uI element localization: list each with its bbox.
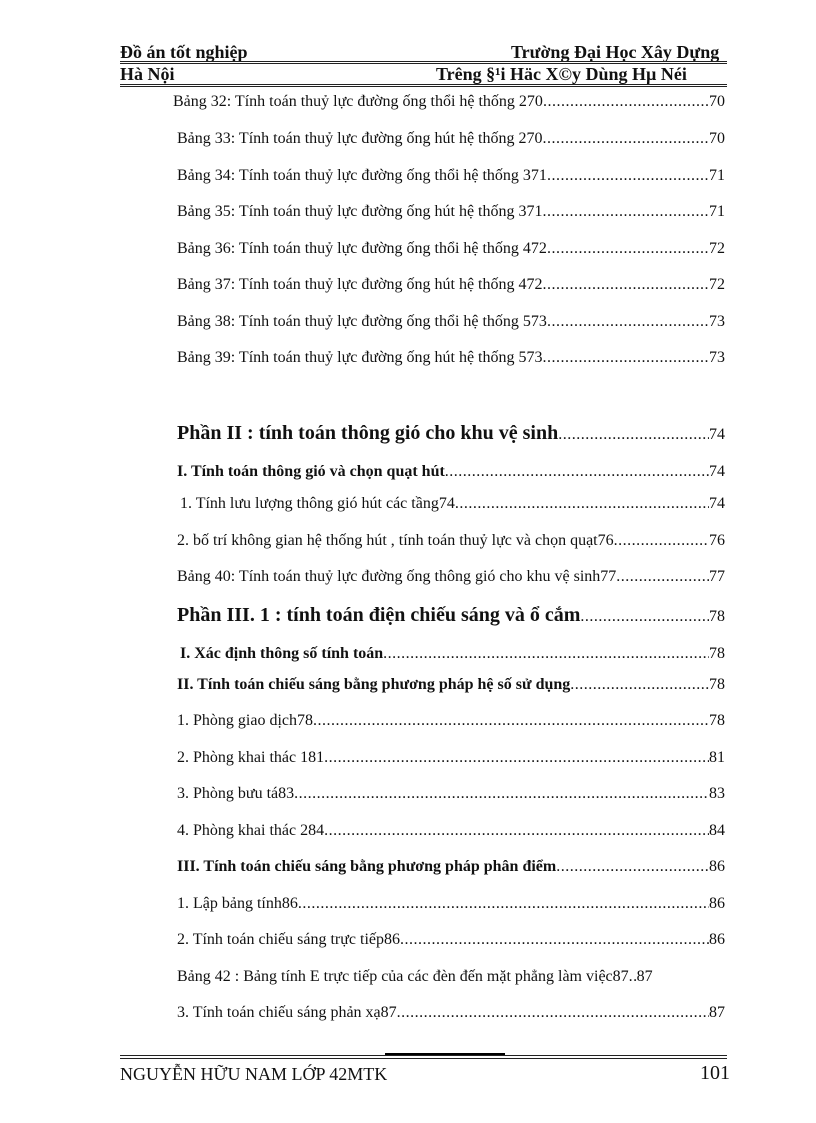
toc-entry-title: 1. Phòng giao dịch78 [177,712,313,729]
toc-entry-page: 86 [709,858,725,875]
toc-entry[interactable] [173,93,725,111]
toc-entry-page: 86 [709,931,725,948]
toc-entry-page: 70 [709,130,725,147]
toc-entry-page: 74 [709,463,725,480]
toc-leader-dots [313,712,709,730]
toc-leader-dots [614,532,709,550]
toc-entry-page: 78 [709,645,725,662]
toc-entry-title: 3. Phòng bưu tá83 [177,785,295,802]
toc-leader-dots [580,608,709,626]
toc-leader-dots [542,349,709,367]
toc-entry-page: 76 [709,532,725,549]
toc-leader-dots [542,203,709,221]
toc-entry-title: Bảng 38: Tính toán thuỷ lực đường ống thổi hệ thống 573 [177,313,547,330]
toc-leader-dots [570,676,709,694]
toc-entry-title: Bảng 34: Tính toán thuỷ lực đường ống thổi hệ thống 371 [177,167,547,184]
toc-entry-page: 83 [709,785,725,802]
toc-entry-page: 78 [709,712,725,729]
toc-entry-title: 4. Phòng khai thác 284 [177,822,325,839]
toc-section-heading[interactable] [177,463,725,481]
toc-part-heading[interactable] [177,422,725,445]
toc-entry[interactable] [177,968,725,986]
toc-entry-title: Bảng 36: Tính toán thuỷ lực đường ống thổi hệ thống 472 [177,240,547,257]
toc-entry[interactable] [180,495,725,513]
toc-leader-dots [324,749,709,767]
toc-leader-dots [558,426,709,444]
toc-leader-dots [455,495,709,513]
toc-leader-dots [547,240,709,258]
toc-entry[interactable] [177,895,725,913]
toc-entry-title: Bảng 37: Tính toán thuỷ lực đường ống hút hệ thống 472 [177,276,543,293]
toc-entry-title: Bảng 35: Tính toán thuỷ lực đường ống hút hệ thống 371 [177,203,543,220]
footer-author: NGUYỄN HỮU NAM LỚP 42MTK [120,1064,388,1084]
toc-entry-title: Phần II : tính toán thông gió cho khu vệ sinh [177,422,559,444]
toc-entry-title: I. Tính toán thông gió và chọn quạt hút [177,463,445,480]
toc-entry[interactable] [177,203,725,221]
toc-entry-page: 87 [636,968,653,985]
toc-entry-page: 77 [709,568,725,585]
toc-entry[interactable] [177,822,725,840]
toc-entry-page: 86 [709,895,725,912]
toc-entry-page: 72 [709,240,725,257]
toc-part-heading[interactable] [177,604,725,627]
header-rule-lower [120,84,727,87]
toc-entry[interactable] [177,349,725,367]
toc-leader-dots [383,645,709,663]
toc-entry-page: 73 [709,349,725,366]
header-project-type: Đồ án tốt nghiệp [120,42,248,62]
toc-entry[interactable] [177,1004,725,1022]
toc-entry[interactable] [177,130,725,148]
toc-entry[interactable] [177,532,725,550]
toc-entry[interactable] [177,276,725,294]
toc-entry-title: 1. Tính lưu lượng thông gió hút các tầng74 [180,495,455,512]
header-university: Trường Đại Học Xây Dựng [511,42,720,62]
toc-entry[interactable] [177,240,725,258]
toc-entry-page: 84 [709,822,725,839]
toc-entry-page: 71 [709,167,725,184]
toc-entry-page: 78 [709,608,725,625]
toc-entry-title: Bảng 40: Tính toán thuỷ lực đường ống thông gió cho khu vệ sinh77 [177,568,617,585]
toc-entry-title: Bảng 33: Tính toán thuỷ lực đường ống hút hệ thống 270 [177,130,543,147]
toc-leader-dots [445,463,709,481]
toc-entry-title: Bảng 39: Tính toán thuỷ lực đường ống hút hệ thống 573 [177,349,543,366]
toc-entry-title: Bảng 42 : Bảng tính E trực tiếp của các đèn đến mặt phẳng làm việc87 [177,968,629,985]
toc-section-heading[interactable] [177,676,725,694]
toc-entry-title: 1. Lập bảng tính86 [177,895,298,912]
toc-entry-title: 2. Tính toán chiếu sáng trực tiếp86 [177,931,400,948]
toc-entry-page: 78 [709,676,725,693]
toc-entry-title: I. Xác định thông số tính toán [180,645,384,662]
toc-leader-dots [556,858,709,876]
toc-entry[interactable] [177,568,725,586]
toc-entry-page: 70 [709,93,725,110]
toc-entry[interactable] [177,785,725,803]
page-number: 101 [700,1062,730,1084]
toc-section-heading[interactable] [180,645,725,663]
toc-entry-page: 74 [709,495,725,512]
toc-leader-dots [542,130,709,148]
toc-leader-dots [543,93,709,111]
toc-entry-page: 87 [709,1004,725,1021]
toc-leader-dots [400,931,709,949]
toc-entry[interactable] [177,313,725,331]
toc-entry-title: Phần III. 1 : tính toán điện chiếu sáng và ổ cắm [177,604,581,626]
toc-entry-title: II. Tính toán chiếu sáng bằng phương pháp hệ số sử dụng [177,676,571,693]
toc-leader-dots [547,167,709,185]
toc-leader-dots [629,968,637,986]
toc-entry[interactable] [177,931,725,949]
toc-entry-page: 81 [709,749,725,766]
toc-entry[interactable] [177,712,725,730]
toc-entry-page: 74 [709,426,725,443]
toc-entry-title: 2. bố trí không gian hệ thống hút , tính toán thuỷ lực và chọn quạt76 [177,532,614,549]
toc-section-heading[interactable] [177,858,725,876]
toc-entry-page: 72 [709,276,725,293]
toc-leader-dots [542,276,709,294]
toc-leader-dots [324,822,709,840]
toc-entry-page: 73 [709,313,725,330]
toc-leader-dots [547,313,709,331]
toc-entry-title: III. Tính toán chiếu sáng bằng phương pháp phân điểm [177,858,557,875]
toc-entry[interactable] [177,167,725,185]
header-university-legacy-encoding: Trêng §¹i Häc X©y Dùng Hµ Néi [436,64,687,84]
toc-entry-title: Bảng 32: Tính toán thuỷ lực đường ống thổi hệ thống 270 [173,93,543,110]
header-city: Hà Nội [120,64,175,84]
toc-entry-page: 71 [709,203,725,220]
toc-entry-title: 2. Phòng khai thác 181 [177,749,325,766]
footer-rule [120,1055,727,1059]
toc-entry-title: 3. Tính toán chiếu sáng phản xạ87 [177,1004,397,1021]
toc-entry[interactable] [177,749,725,767]
toc-leader-dots [397,1004,709,1022]
toc-leader-dots [294,785,709,803]
toc-leader-dots [616,568,709,586]
toc-leader-dots [298,895,709,913]
